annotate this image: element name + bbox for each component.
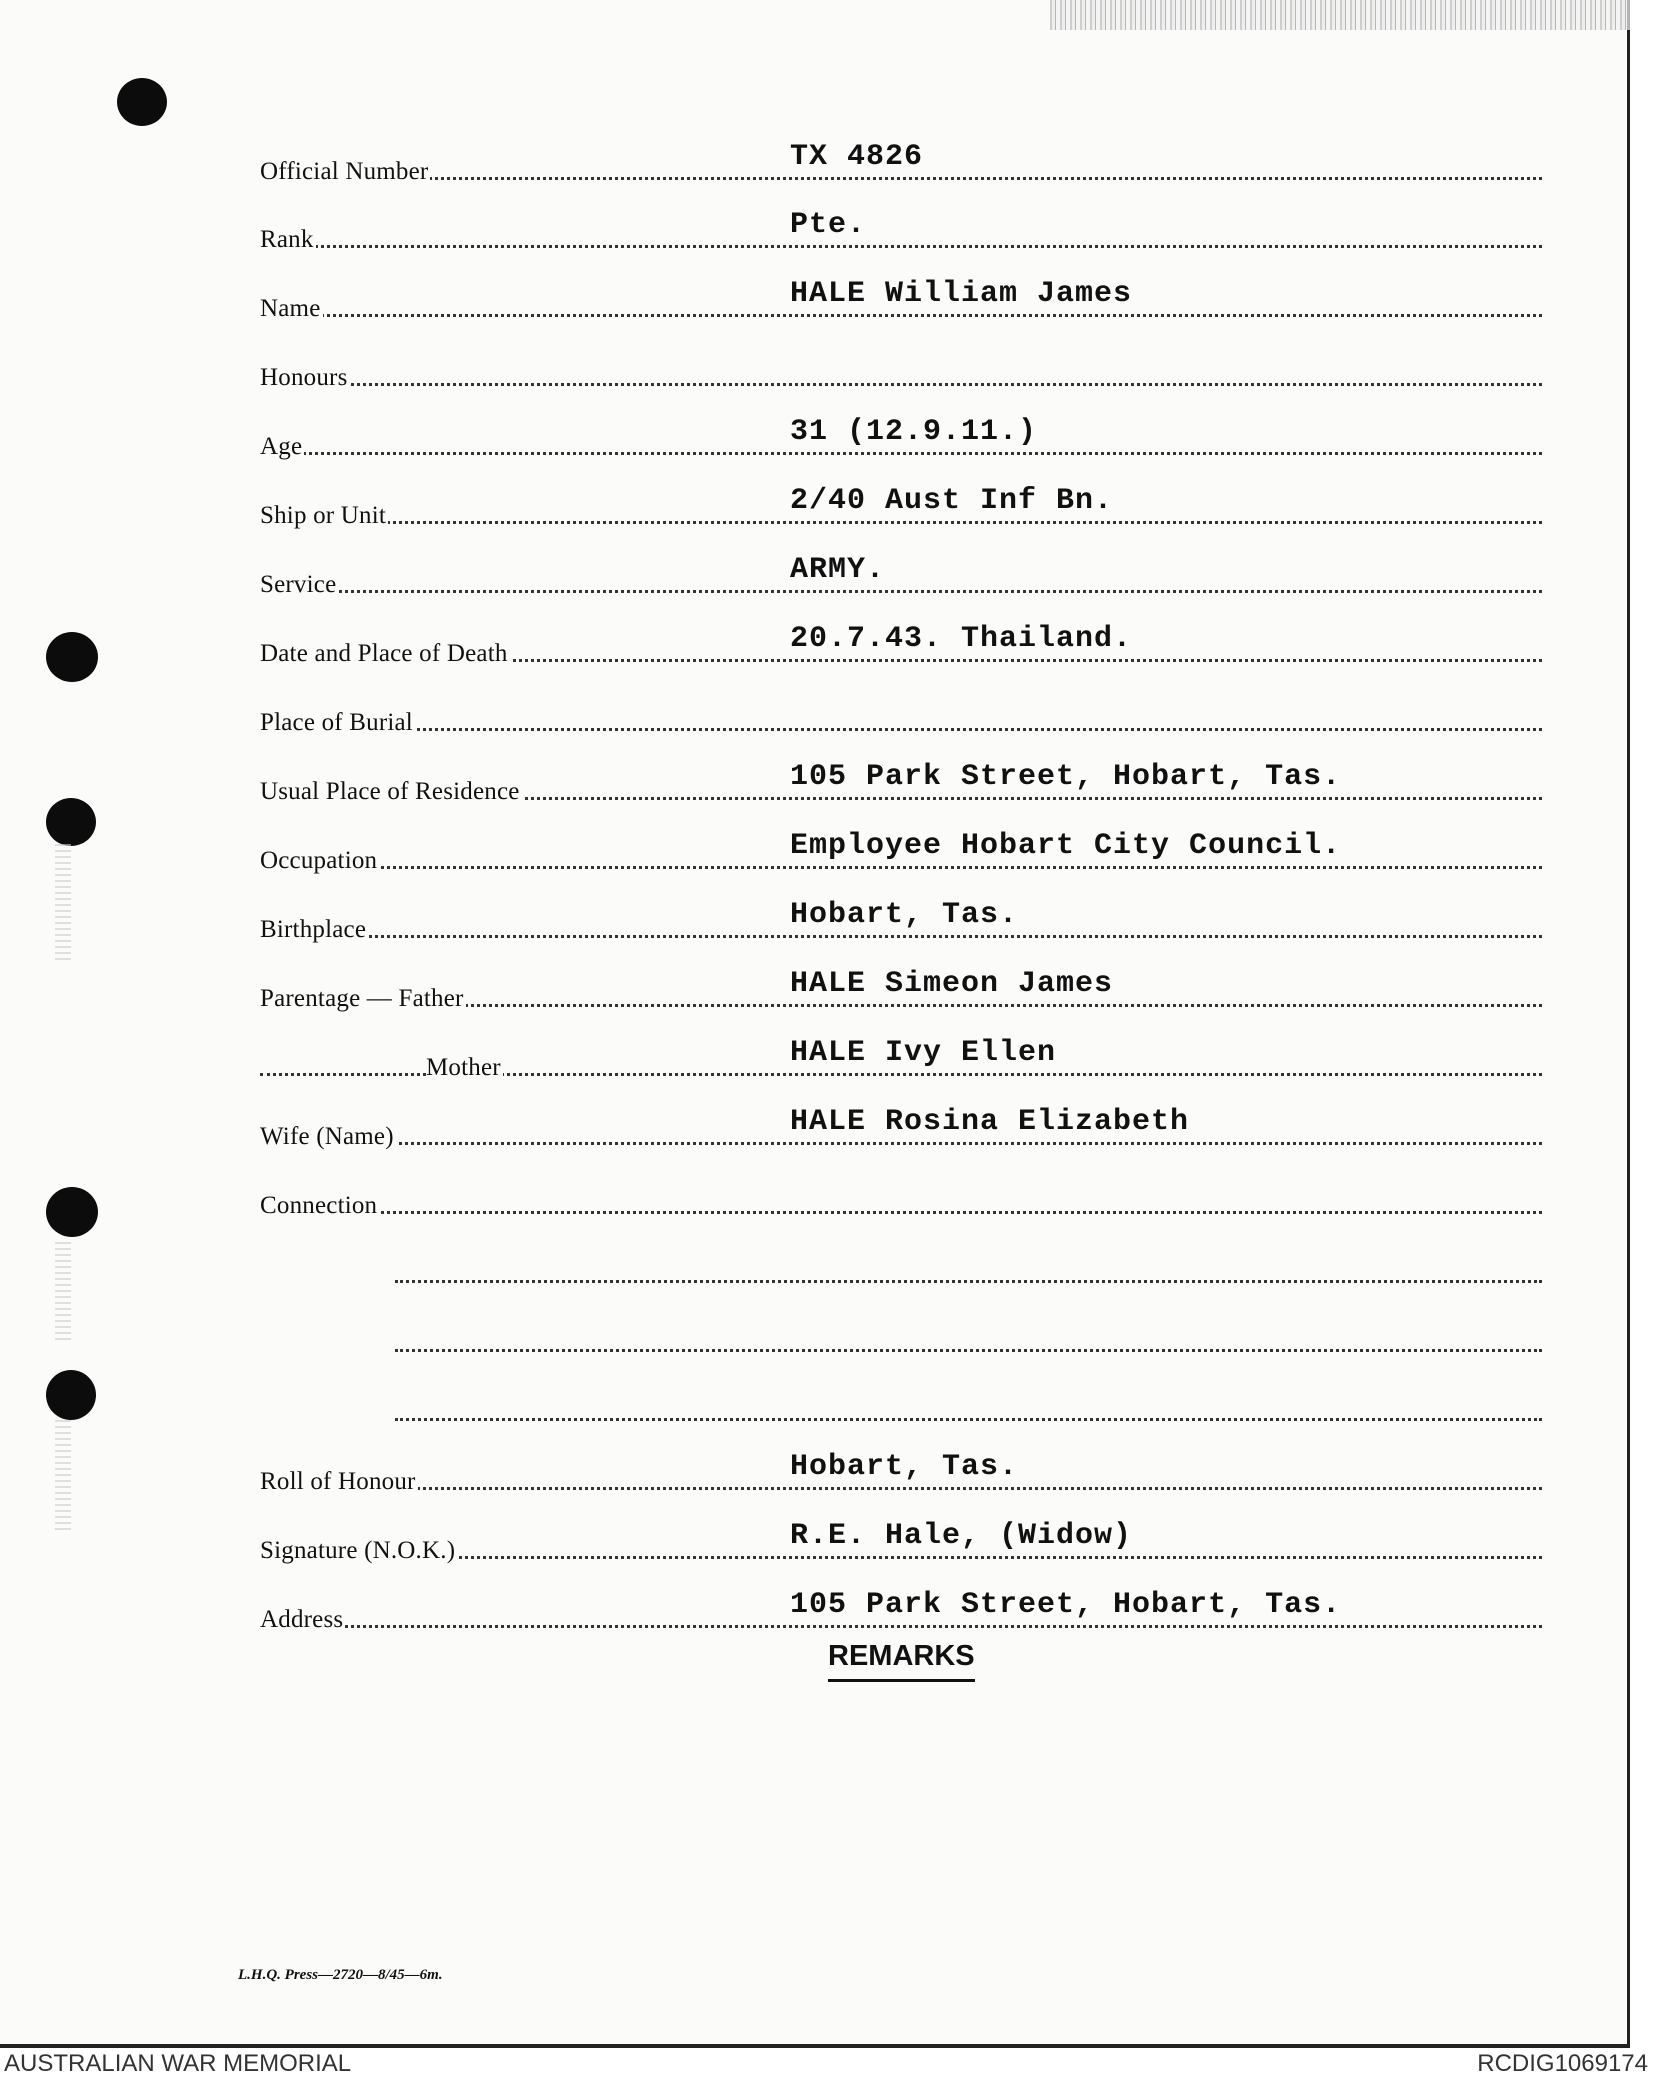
footer-record-id: RCDIG1069174 — [1477, 2050, 1648, 2077]
field-rank — [260, 208, 1542, 253]
dotted-line — [260, 935, 1542, 938]
field-value: HALE Rosina Elizabeth — [790, 1105, 1190, 1139]
scan-noise — [55, 840, 71, 960]
field-mother — [260, 1036, 1542, 1081]
field-label: Address — [260, 1606, 344, 1633]
field-occupation — [260, 829, 1542, 874]
punch-hole — [46, 1370, 96, 1420]
field-name — [260, 277, 1542, 322]
field-address — [260, 1588, 1542, 1633]
field-value: 105 Park Street, Hobart, Tas. — [790, 1588, 1342, 1622]
dotted-line — [260, 383, 1542, 386]
field-value: 20.7.43. Thailand. — [790, 622, 1133, 656]
dotted-line — [260, 1487, 1542, 1490]
field-wife-name — [260, 1105, 1542, 1150]
field-value: HALE Simeon James — [790, 967, 1114, 1001]
scan-noise — [55, 1240, 71, 1340]
field-signature-nok — [260, 1519, 1542, 1564]
dotted-line — [395, 1349, 1542, 1352]
field-usual-residence — [260, 760, 1542, 805]
scan-noise — [55, 1420, 71, 1530]
dotted-line — [260, 177, 1542, 180]
field-value: 31 (12.9.11.) — [790, 415, 1038, 449]
field-value: 2/40 Aust Inf Bn. — [790, 484, 1114, 518]
dotted-line — [260, 1211, 1542, 1214]
dotted-line — [260, 1625, 1542, 1628]
field-parentage-father — [260, 967, 1542, 1012]
field-value: ARMY. — [790, 553, 886, 587]
field-value: TX 4826 — [790, 140, 924, 174]
field-label: Honours — [260, 364, 348, 391]
connection-continuation-line — [395, 1381, 1542, 1421]
field-value: HALE Ivy Ellen — [790, 1036, 1057, 1070]
punch-hole — [46, 632, 98, 682]
dotted-line — [260, 728, 1542, 731]
field-label: Rank — [260, 226, 314, 253]
field-label: Official Number — [260, 158, 429, 185]
field-label: Ship or Unit — [260, 502, 387, 529]
scan-noise-band — [1050, 0, 1630, 30]
field-label: Place of Burial — [260, 709, 413, 736]
field-value: R.E. Hale, (Widow) — [790, 1519, 1133, 1553]
dotted-line — [260, 1142, 1542, 1145]
field-label: Service — [260, 571, 337, 598]
field-label: Mother — [426, 1054, 501, 1081]
field-official-number — [260, 140, 1542, 185]
dotted-line — [260, 866, 1542, 869]
field-service — [260, 553, 1542, 598]
field-connection — [260, 1174, 1542, 1219]
field-value: Hobart, Tas. — [790, 1450, 1019, 1484]
field-label: Signature (N.O.K.) — [260, 1537, 456, 1564]
field-label: Occupation — [260, 847, 378, 874]
dotted-line — [260, 314, 1542, 317]
connection-continuation-line — [395, 1312, 1542, 1352]
field-label: Birthplace — [260, 916, 367, 943]
field-label: Parentage — Father — [260, 985, 464, 1012]
field-value: Pte. — [790, 208, 867, 242]
dotted-line — [395, 1418, 1542, 1421]
field-label: Date and Place of Death — [260, 640, 508, 667]
field-value: 105 Park Street, Hobart, Tas. — [790, 760, 1342, 794]
remarks-heading: REMARKS — [828, 1640, 975, 1682]
field-age — [260, 415, 1542, 460]
field-birthplace — [260, 898, 1542, 943]
punch-hole — [46, 798, 96, 846]
field-label: Name — [260, 295, 321, 322]
footer-institution: AUSTRALIAN WAR MEMORIAL — [4, 2050, 352, 2077]
connection-continuation-line — [395, 1243, 1542, 1283]
punch-hole — [46, 1187, 98, 1237]
dotted-line — [260, 521, 1542, 524]
punch-hole — [117, 78, 167, 126]
field-label: Usual Place of Residence — [260, 778, 520, 805]
field-honours — [260, 346, 1542, 391]
field-value: HALE William James — [790, 277, 1133, 311]
field-value: Hobart, Tas. — [790, 898, 1019, 932]
field-value: Employee Hobart City Council. — [790, 829, 1342, 863]
field-ship-or-unit — [260, 484, 1542, 529]
printer-imprint: L.H.Q. Press—2720—8/45—6m. — [238, 1967, 443, 1983]
dotted-line — [395, 1280, 1542, 1283]
field-label: Wife (Name) — [260, 1123, 394, 1150]
dotted-line — [260, 245, 1542, 248]
field-place-of-burial — [260, 691, 1542, 736]
field-label: Roll of Honour — [260, 1468, 416, 1495]
dotted-line — [260, 590, 1542, 593]
field-label: Connection — [260, 1192, 378, 1219]
field-date-place-death — [260, 622, 1542, 667]
field-label: Age — [260, 433, 303, 460]
field-roll-of-honour — [260, 1450, 1542, 1495]
dotted-line — [260, 452, 1542, 455]
